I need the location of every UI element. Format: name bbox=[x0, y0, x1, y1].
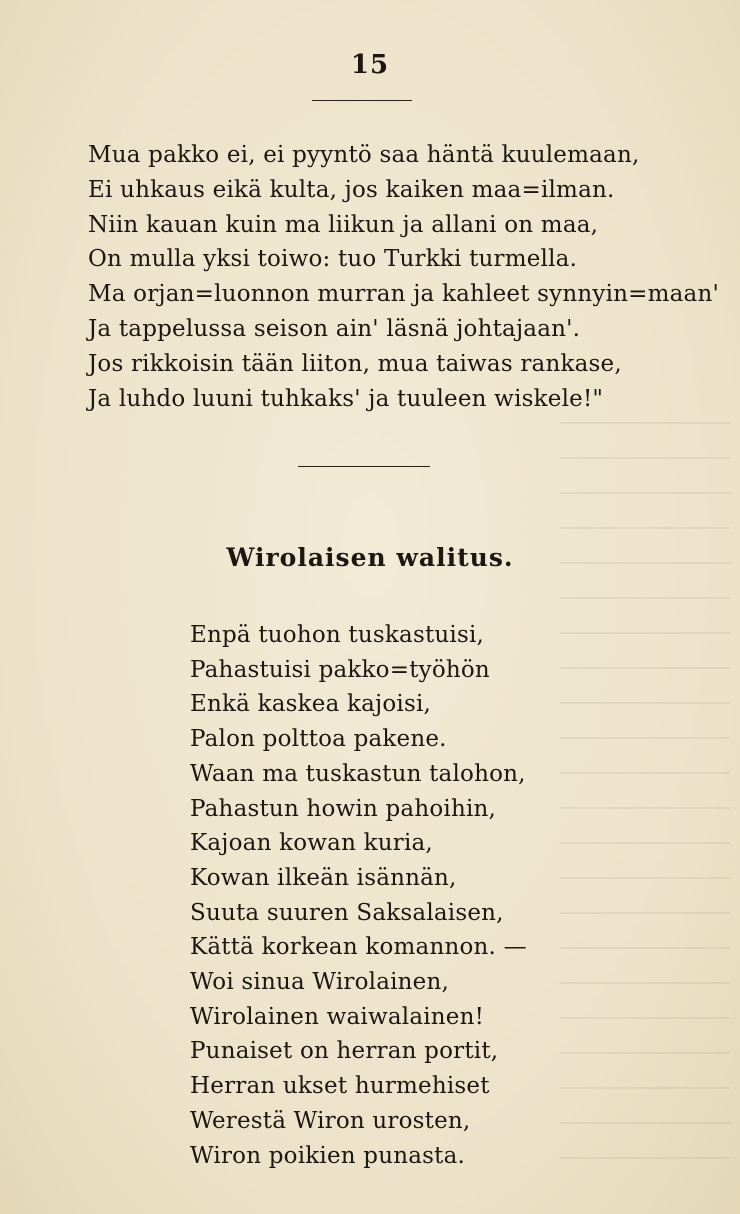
poem-line: Pahastun howin pahoihin, bbox=[190, 795, 497, 822]
page-number: 15 bbox=[350, 50, 390, 80]
stanza-line: Ja luhdo luuni tuhkaks' ja tuuleen wiskele!" bbox=[88, 385, 604, 412]
stanza-line: Ma orjan=luonnon murran ja kahleet synnyin=maan' bbox=[88, 281, 719, 308]
poem-title: Wirolaisen walitus. bbox=[226, 543, 514, 572]
poem-line: Pahastuisi pakko=työhön bbox=[190, 656, 490, 683]
poem-line: Enpä tuohon tuskastuisi, bbox=[190, 622, 485, 648]
stanza-line: Jos rikkoisin tään liiton, mua taiwas rankase, bbox=[88, 350, 622, 377]
poem-line: Werestä Wiron urosten, bbox=[190, 1107, 471, 1134]
stanza-line: Ja tappelussa seison ain' läsnä johtajaan'. bbox=[88, 315, 581, 342]
section-divider bbox=[298, 466, 430, 467]
poem-line: Punaiset on herran portit, bbox=[190, 1038, 499, 1065]
poem-line: Kowan ilkeän isännän, bbox=[190, 864, 457, 891]
poem-line: Palon polttoa pakene. bbox=[190, 726, 447, 753]
poem-line: Wiron poikien punasta. bbox=[190, 1142, 466, 1169]
poem-line: Suuta suuren Saksalaisen, bbox=[190, 899, 504, 926]
poem-line: Kättä korkean komannon. — bbox=[190, 934, 527, 961]
poem-body bbox=[190, 618, 610, 1173]
poem-line: Herran ukset hurmehiset bbox=[190, 1073, 490, 1100]
poem-line: Enkä kaskea kajoisi, bbox=[190, 691, 432, 718]
poem-line: Woi sinua Wirolainen, bbox=[190, 969, 450, 996]
header-rule bbox=[312, 100, 412, 101]
poem-line: Wirolainen waiwalainen! bbox=[190, 1003, 485, 1030]
stanza-line: On mulla yksi toiwo: tuo Turkki turmella. bbox=[88, 246, 578, 273]
stanza-line: Ei uhkaus eikä kulta, jos kaiken maa=ilman. bbox=[88, 176, 615, 203]
poem-line: Kajoan kowan kuria, bbox=[190, 830, 433, 857]
stanza-line: Mua pakko ei, ei pyyntö saa häntä kuulemaan, bbox=[88, 142, 640, 168]
poem-line: Waan ma tuskastun talohon, bbox=[190, 760, 526, 787]
closing-stanza bbox=[88, 138, 719, 416]
stanza-line: Niin kauan kuin ma liikun ja allani on maa, bbox=[88, 211, 599, 238]
